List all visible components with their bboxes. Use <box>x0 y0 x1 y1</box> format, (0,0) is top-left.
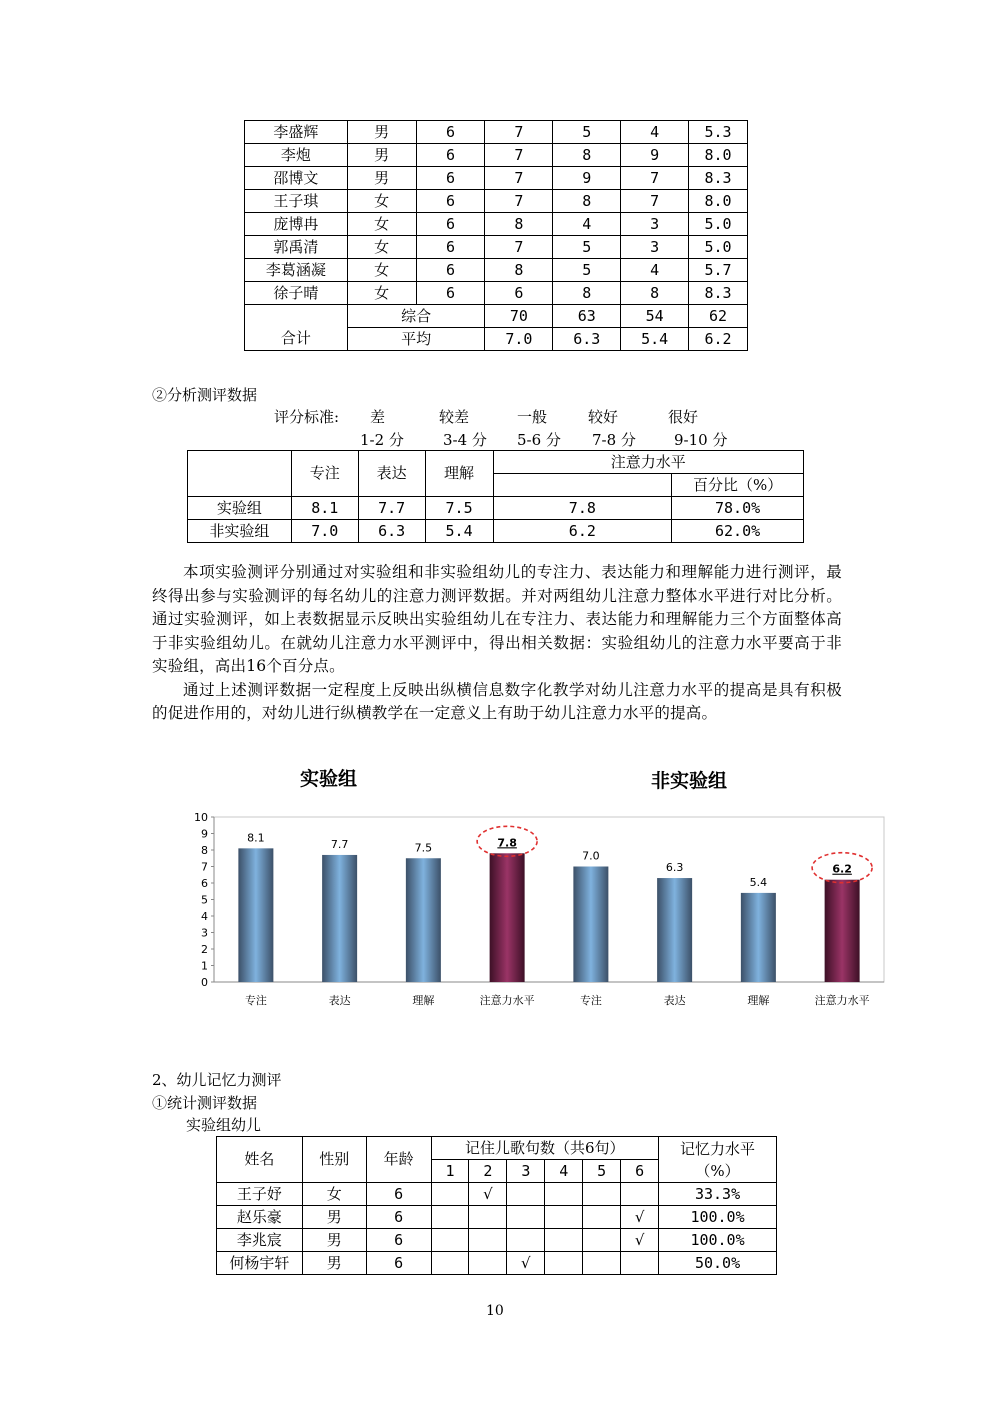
verse-cell <box>583 1183 621 1206</box>
name-cell: 徐子晴 <box>245 282 348 305</box>
name-cell: 王子琪 <box>245 190 348 213</box>
avg-cell: 6.3 <box>553 328 621 351</box>
value-cell: 8 <box>485 259 553 282</box>
bar <box>322 855 357 982</box>
table-row <box>217 1183 777 1206</box>
verse-col-header: 6 <box>621 1160 659 1183</box>
gender-cell: 男 <box>302 1252 366 1275</box>
paragraph: 通过上述测评数据一定程度上反映出纵横信息数字化教学对幼儿注意力水平的提高是具有积极的促进作用的，对幼儿进行纵横教学在一定意义上有助于幼儿注意力水平的提高。 <box>152 680 842 722</box>
gender-cell: 男 <box>302 1229 366 1252</box>
table-row <box>245 144 748 167</box>
bar <box>238 848 273 982</box>
sum-cell: 62 <box>689 305 748 328</box>
table-row <box>245 236 748 259</box>
gender-cell: 女 <box>302 1183 366 1206</box>
verse-col-header: 2 <box>469 1160 507 1183</box>
value-cell: 5 <box>553 236 621 259</box>
value-cell: 6 <box>416 213 485 236</box>
value-cell: 4 <box>621 121 689 144</box>
bar <box>406 858 441 982</box>
value-cell: 8.3 <box>689 282 748 305</box>
avg-label: 平均 <box>347 328 485 351</box>
name-cell: 庞博冉 <box>245 213 348 236</box>
table-row <box>188 520 804 543</box>
name-cell: 赵乐豪 <box>217 1206 303 1229</box>
verse-cell <box>431 1252 469 1275</box>
table-row <box>217 1229 777 1252</box>
verse-col-header: 5 <box>583 1160 621 1183</box>
value-cell: 男 <box>347 144 416 167</box>
group-cell: 实验组 <box>188 497 292 520</box>
section-memory-heading: 2、幼儿记忆力测评 <box>152 1071 282 1089</box>
bar <box>741 893 776 982</box>
bar <box>490 853 525 982</box>
x-tick-label: 理解 <box>747 994 770 1007</box>
age-cell: 6 <box>366 1206 431 1229</box>
table-row <box>245 213 748 236</box>
header-age: 年龄 <box>366 1137 431 1183</box>
bar-value-label: 7.0 <box>582 849 600 863</box>
y-tick-label: 5 <box>201 893 208 907</box>
value-cell: 6 <box>416 167 485 190</box>
value-cell: 8 <box>553 282 621 305</box>
y-tick-label: 6 <box>201 877 208 890</box>
page-number: 10 <box>486 1303 504 1319</box>
verse-cell <box>545 1229 583 1252</box>
y-tick-label: 8 <box>201 844 208 857</box>
value-cell: 男 <box>347 167 416 190</box>
sum-cell: 70 <box>485 305 553 328</box>
verse-cell: √ <box>621 1229 659 1252</box>
value-cell: 8 <box>553 190 621 213</box>
value-cell: 男 <box>347 121 416 144</box>
y-tick-label: 4 <box>201 910 208 923</box>
value-cell: 女 <box>347 236 416 259</box>
scale-label: 评分标准: <box>274 408 340 426</box>
table-row <box>188 497 804 520</box>
verse-cell <box>621 1252 659 1275</box>
value-cell: 7 <box>621 190 689 213</box>
avg-cell: 7.0 <box>485 328 553 351</box>
value-cell: 7 <box>485 190 553 213</box>
y-tick-label: 9 <box>201 827 208 841</box>
y-tick-label: 2 <box>201 943 208 956</box>
scale-level: 较差 <box>439 408 470 426</box>
scale-range: 5-6 分 <box>517 431 561 449</box>
value-cell: 6 <box>416 190 485 213</box>
avg-cell: 5.4 <box>621 328 689 351</box>
y-tick-label: 3 <box>201 926 208 940</box>
plot-frame <box>214 817 884 982</box>
header-comprehension: 理解 <box>425 451 493 497</box>
value-cell: 9 <box>621 144 689 167</box>
age-cell: 6 <box>366 1183 431 1206</box>
header-percent: 百分比（%） <box>672 474 804 497</box>
value-cell: 7 <box>485 121 553 144</box>
avg-cell: 6.2 <box>689 328 748 351</box>
total-label: 合计 <box>245 305 348 351</box>
value-cell: 5.7 <box>689 259 748 282</box>
sum-cell: 63 <box>553 305 621 328</box>
bar-value-label: 5.4 <box>749 875 768 889</box>
verse-cell <box>583 1252 621 1275</box>
name-cell: 王子妤 <box>217 1183 303 1206</box>
bar-value-label: 8.1 <box>247 831 265 845</box>
value-cell: 78.0% <box>672 497 804 520</box>
bar <box>573 867 608 983</box>
attention-summary-table <box>187 450 804 543</box>
header-gender: 性别 <box>302 1137 366 1183</box>
verse-cell <box>545 1252 583 1275</box>
value-cell: 8.1 <box>291 497 358 520</box>
bar-value-label: 7.7 <box>330 837 349 851</box>
value-cell: 8.0 <box>689 190 748 213</box>
verse-col-header: 3 <box>507 1160 545 1183</box>
value-cell: 8 <box>485 213 553 236</box>
x-tick-label: 表达 <box>663 994 686 1007</box>
header-expression: 表达 <box>358 451 425 497</box>
pct-cell: 100.0% <box>659 1229 777 1252</box>
pct-cell: 33.3% <box>659 1183 777 1206</box>
y-tick-label: 7 <box>201 860 208 874</box>
header-empty <box>493 474 672 497</box>
chart-title-control: 非实验组 <box>651 770 728 792</box>
verse-cell: √ <box>507 1252 545 1275</box>
value-cell: 7 <box>485 167 553 190</box>
verse-cell <box>583 1206 621 1229</box>
scale-level: 很好 <box>668 408 699 426</box>
scale-level: 一般 <box>517 408 548 426</box>
header-name: 姓名 <box>217 1137 303 1183</box>
header-attention-level: 注意力水平 <box>493 451 803 474</box>
verse-col-header: 1 <box>431 1160 469 1183</box>
bar-value-label: 6.2 <box>832 862 852 876</box>
table-row <box>245 167 748 190</box>
name-cell: 李炮 <box>245 144 348 167</box>
name-cell: 李葛涵凝 <box>245 259 348 282</box>
value-cell: 5 <box>553 121 621 144</box>
bar <box>657 878 692 982</box>
value-cell: 6 <box>416 144 485 167</box>
verse-cell <box>545 1183 583 1206</box>
value-cell: 7 <box>485 144 553 167</box>
verse-cell: √ <box>621 1206 659 1229</box>
y-tick-label: 1 <box>201 959 208 973</box>
scores-table <box>244 120 748 351</box>
value-cell: 6 <box>416 236 485 259</box>
table-row <box>245 121 748 144</box>
name-cell: 李盛辉 <box>245 121 348 144</box>
value-cell: 7.0 <box>291 520 358 543</box>
header-verses: 记住儿歌句数（共6句） <box>431 1137 659 1160</box>
value-cell: 5.0 <box>689 236 748 259</box>
value-cell: 5 <box>553 259 621 282</box>
verse-cell <box>469 1229 507 1252</box>
chart-title-experimental: 实验组 <box>300 768 358 790</box>
value-cell: 7.5 <box>425 497 493 520</box>
group-label: 实验组幼儿 <box>186 1116 262 1134</box>
value-cell: 女 <box>347 190 416 213</box>
x-tick-label: 专注 <box>244 994 267 1007</box>
header-empty <box>188 451 292 497</box>
section-analysis-heading: ②分析测评数据 <box>152 386 258 404</box>
verse-cell <box>431 1183 469 1206</box>
verse-cell <box>545 1206 583 1229</box>
scale-range: 1-2 分 <box>360 431 404 449</box>
scoring-scale <box>274 406 814 452</box>
name-cell: 郭禹清 <box>245 236 348 259</box>
group-cell: 非实验组 <box>188 520 292 543</box>
value-cell: 8.3 <box>689 167 748 190</box>
bar-value-label: 7.5 <box>414 841 433 855</box>
value-cell: 7.7 <box>358 497 425 520</box>
verse-cell <box>469 1252 507 1275</box>
table-row <box>245 259 748 282</box>
value-cell: 女 <box>347 213 416 236</box>
scale-range: 3-4 分 <box>443 431 487 449</box>
verse-cell: √ <box>469 1183 507 1206</box>
sum-label: 综合 <box>347 305 485 328</box>
x-tick-label: 表达 <box>328 994 351 1007</box>
value-cell: 8 <box>553 144 621 167</box>
verse-cell <box>583 1229 621 1252</box>
attention-bar-chart <box>190 808 910 1020</box>
table-row <box>217 1252 777 1275</box>
value-cell: 4 <box>621 259 689 282</box>
value-cell: 6 <box>416 121 485 144</box>
gender-cell: 男 <box>302 1206 366 1229</box>
value-cell: 7.8 <box>493 497 672 520</box>
value-cell: 3 <box>621 236 689 259</box>
verse-cell <box>621 1183 659 1206</box>
value-cell: 6.3 <box>358 520 425 543</box>
value-cell: 5.3 <box>689 121 748 144</box>
value-cell: 5.4 <box>425 520 493 543</box>
value-cell: 女 <box>347 282 416 305</box>
value-cell: 6.2 <box>493 520 672 543</box>
header-memory-level: 记忆力水平（%） <box>659 1137 777 1183</box>
x-tick-label: 注意力水平 <box>814 994 870 1007</box>
value-cell: 4 <box>553 213 621 236</box>
scale-level: 较好 <box>588 408 619 426</box>
value-cell: 6 <box>416 259 485 282</box>
section-stats-heading: ①统计测评数据 <box>152 1094 258 1112</box>
value-cell: 7 <box>621 167 689 190</box>
scale-range: 9-10 分 <box>674 431 728 449</box>
bar-value-label: 7.8 <box>497 836 517 850</box>
y-tick-label: 0 <box>201 976 208 989</box>
verse-cell <box>507 1183 545 1206</box>
x-tick-label: 专注 <box>579 994 602 1007</box>
value-cell: 9 <box>553 167 621 190</box>
value-cell: 女 <box>347 259 416 282</box>
age-cell: 6 <box>366 1252 431 1275</box>
header-focus: 专注 <box>291 451 358 497</box>
value-cell: 6 <box>416 282 485 305</box>
memory-table <box>216 1136 777 1275</box>
table-row <box>217 1206 777 1229</box>
pct-cell: 100.0% <box>659 1206 777 1229</box>
verse-cell <box>469 1206 507 1229</box>
value-cell: 3 <box>621 213 689 236</box>
value-cell: 8 <box>621 282 689 305</box>
verse-cell <box>431 1206 469 1229</box>
value-cell: 7 <box>485 236 553 259</box>
age-cell: 6 <box>366 1229 431 1252</box>
scale-level: 差 <box>370 408 386 426</box>
pct-cell: 50.0% <box>659 1252 777 1275</box>
sum-cell: 54 <box>621 305 689 328</box>
bar <box>825 880 860 982</box>
value-cell: 5.0 <box>689 213 748 236</box>
verse-cell <box>507 1206 545 1229</box>
analysis-text <box>152 561 842 726</box>
x-tick-label: 理解 <box>412 994 435 1007</box>
table-row <box>245 282 748 305</box>
paragraph: 本项实验测评分别通过对实验组和非实验组幼儿的专注力、表达能力和理解能力进行测评，最终得出参与实验测评的每名幼儿的注意力测评数据。并对两组幼儿注意力整体水平进行对比分析。通过实验测评，如上表数据显示反映出实验组幼儿在专注力、表达能力和理解能力三个方面整体高于非实验组幼儿。在就幼儿注意力水平测评中，得出相关数据：实验组幼儿的注意力水平要高于非实验组，高出16个百分点。 <box>152 563 842 675</box>
y-tick-label: 10 <box>194 811 208 824</box>
value-cell: 6 <box>485 282 553 305</box>
value-cell: 8.0 <box>689 144 748 167</box>
scale-range: 7-8 分 <box>592 431 636 449</box>
name-cell: 邵博文 <box>245 167 348 190</box>
name-cell: 李兆宸 <box>217 1229 303 1252</box>
verse-cell <box>507 1229 545 1252</box>
verse-col-header: 4 <box>545 1160 583 1183</box>
value-cell: 62.0% <box>672 520 804 543</box>
verse-cell <box>431 1229 469 1252</box>
x-tick-label: 注意力水平 <box>479 994 535 1007</box>
table-row <box>245 190 748 213</box>
bar-value-label: 6.3 <box>665 861 684 875</box>
name-cell: 何杨宇轩 <box>217 1252 303 1275</box>
